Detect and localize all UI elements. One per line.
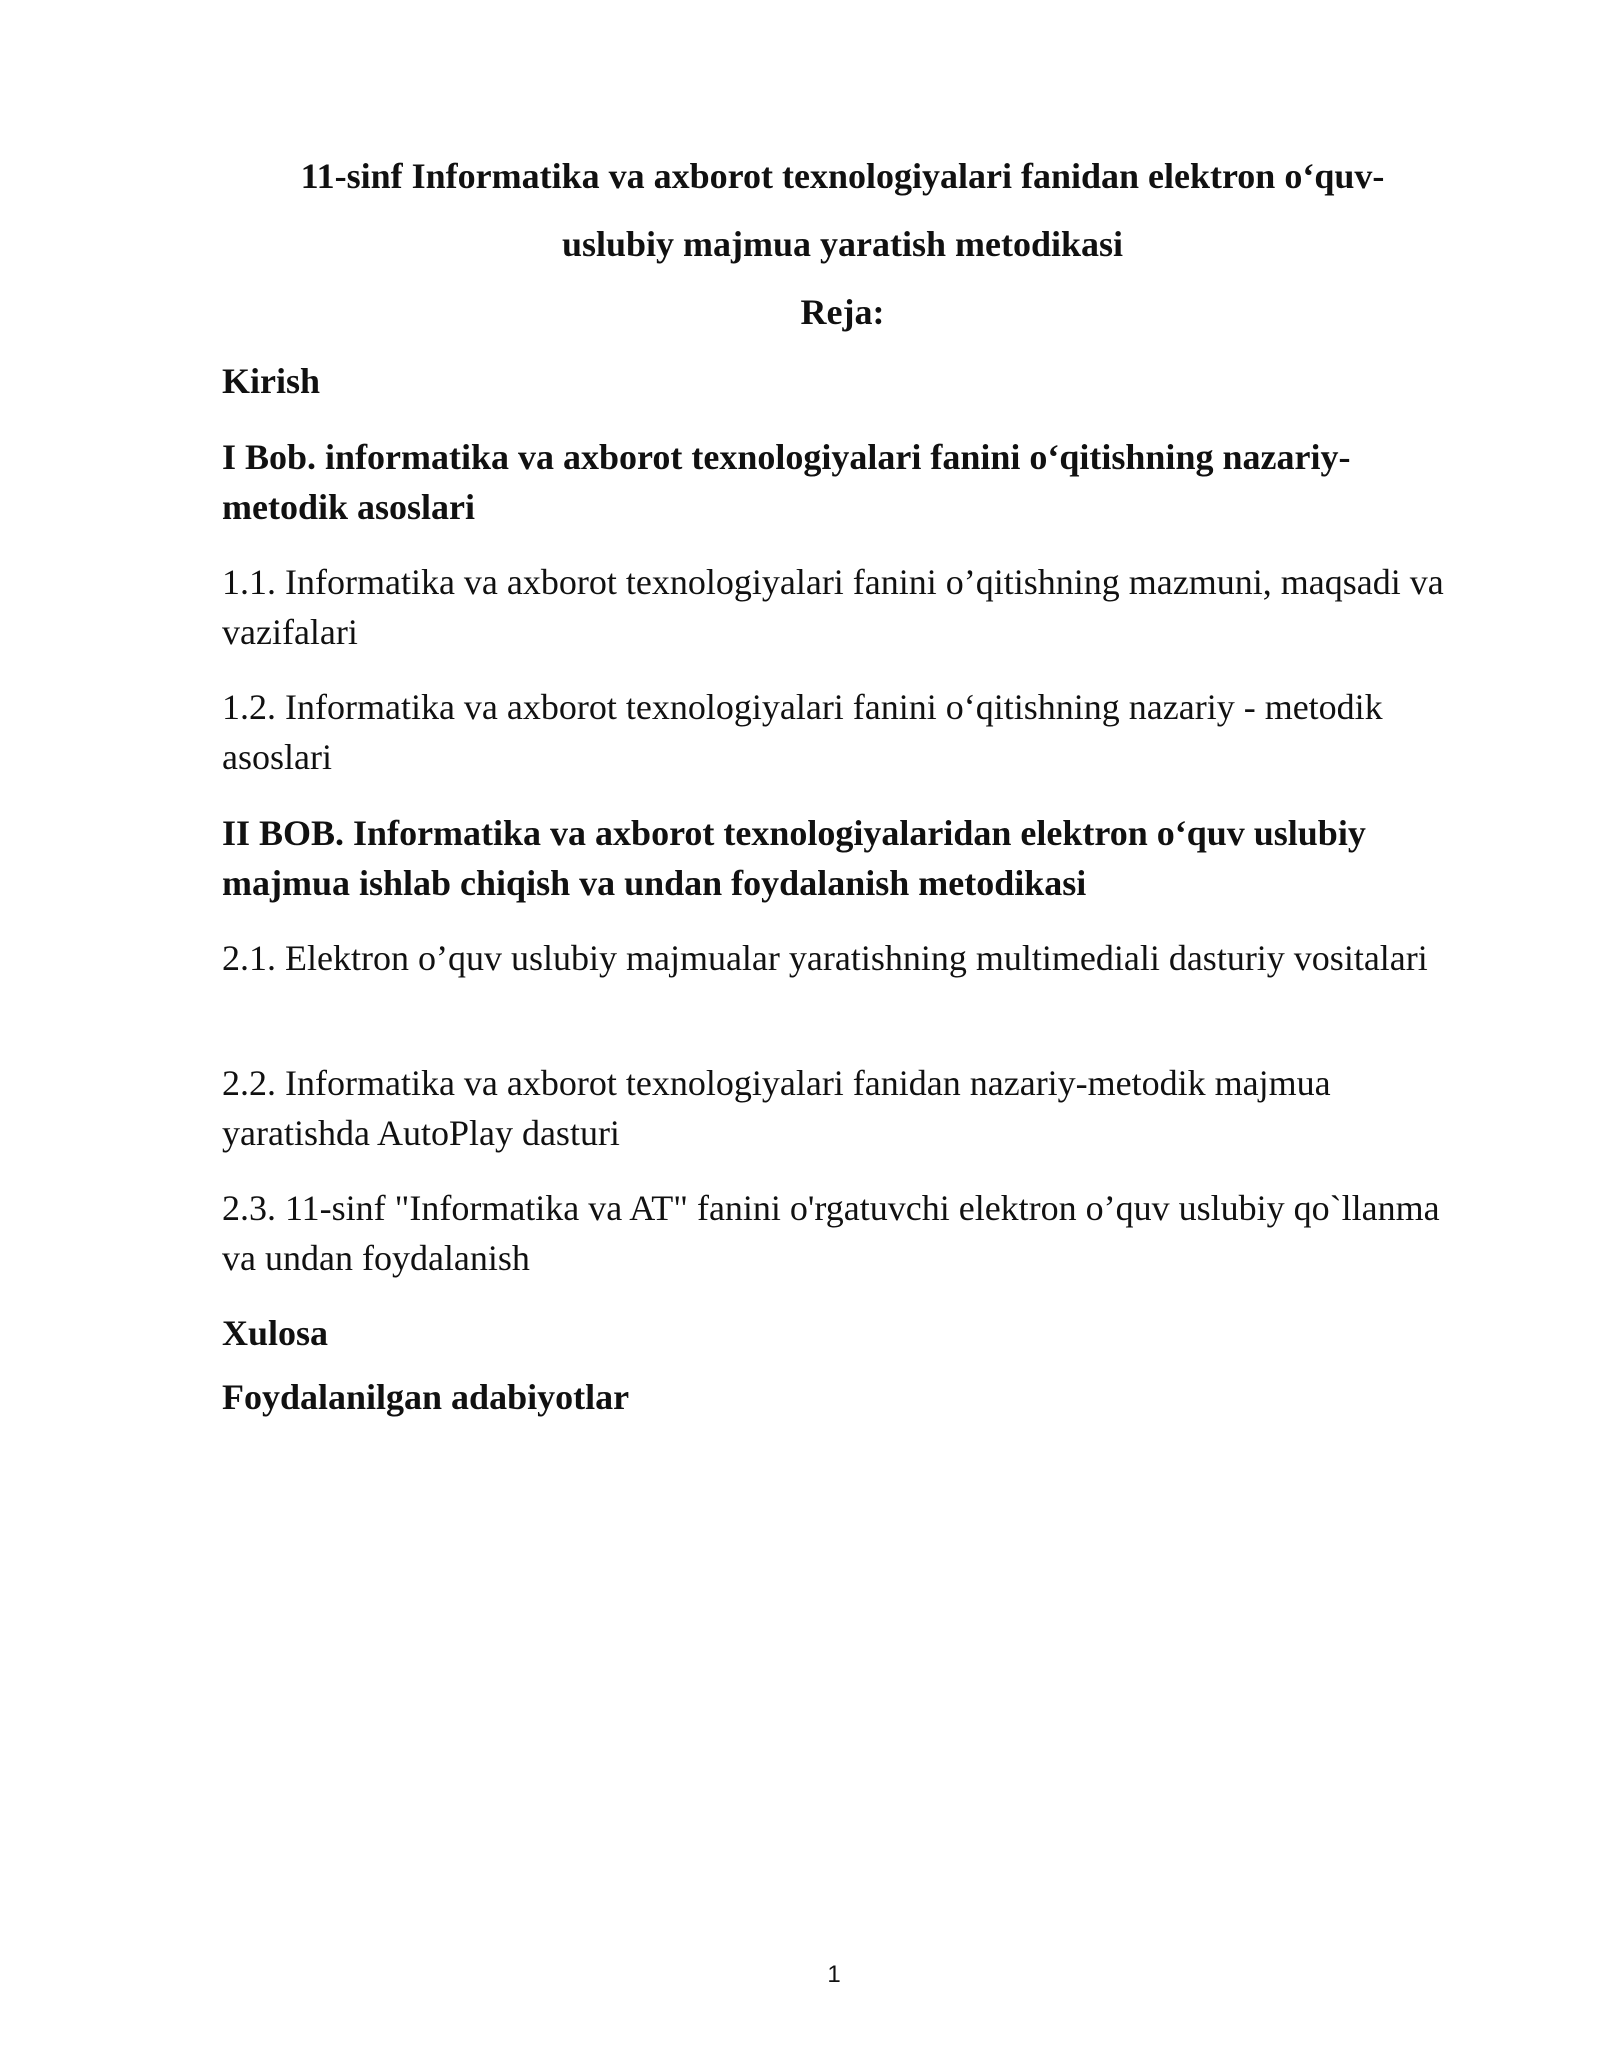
toc-entry-1-1: 1.1. Informatika va axborot texnologiyalari fanini o’qitishning mazmuni, maqsadi va vazifalari	[222, 562, 1444, 652]
toc-entry-references: Foydalanilgan adabiyotlar	[222, 1377, 630, 1417]
toc-entry-2-2: 2.2. Informatika va axborot texnologiyalari fanidan nazariy-metodik majmua yaratishda AutoPlay dasturi	[222, 1063, 1331, 1153]
toc-entry-conclusion: Xulosa	[222, 1313, 329, 1353]
page-number: 1	[827, 1961, 841, 1988]
plan-heading: Reja:	[800, 292, 885, 332]
toc-entry-chapter-2: II BOB. Informatika va axborot texnologiyalaridan elektron o‘quv uslubiy majmua ishlab chiqish va undan foydalanish metodikasi	[222, 813, 1366, 903]
toc-entry-2-1: 2.1. Elektron o’quv uslubiy majmualar yaratishning multimediali dasturiy vositalari	[222, 938, 1428, 978]
toc-entry-1-2: 1.2. Informatika va axborot texnologiyalari fanini o‘qitishning nazariy - metodik asoslari	[222, 687, 1383, 777]
toc-entry-introduction: Kirish	[222, 361, 321, 401]
toc-entry-2-3: 2.3. 11-sinf "Informatika va AT" fanini o'rgatuvchi elektron o’quv uslubiy qo`llanma va undan foydalanish	[222, 1188, 1440, 1278]
toc-entry-chapter-1: I Bob. informatika va axborot texnologiyalari fanini o‘qitishning nazariy-metodik asoslari	[222, 437, 1351, 527]
document-title-line-2: uslubiy majmua yaratish metodikasi	[561, 224, 1124, 264]
title-block	[220, 142, 1465, 346]
document-title-line-1: 11-sinf Informatika va axborot texnologiyalari fanidan elektron o‘quv-	[300, 156, 1385, 196]
